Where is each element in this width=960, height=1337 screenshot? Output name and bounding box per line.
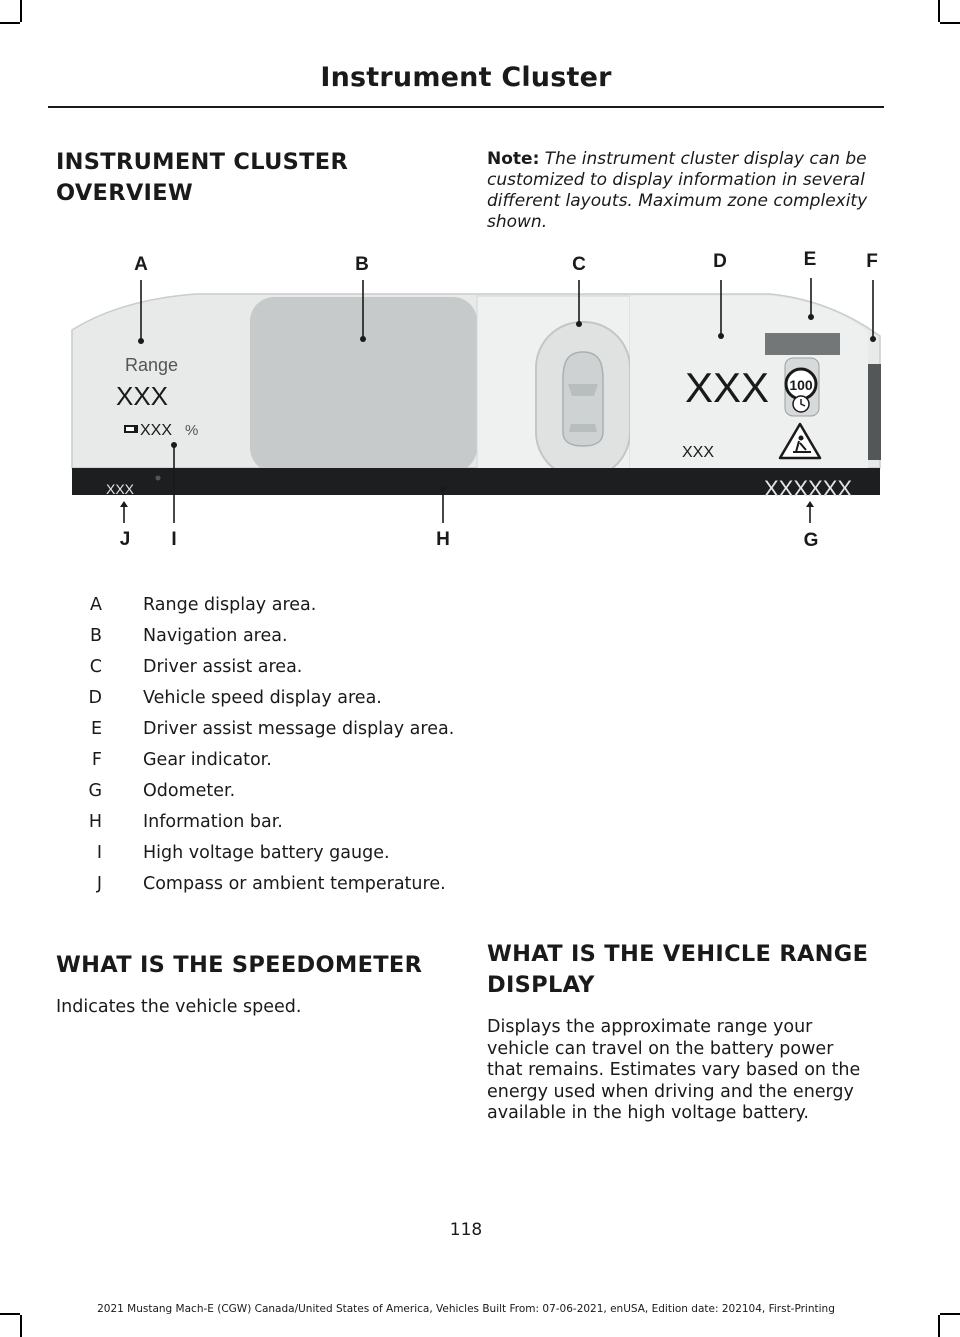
callout-f: F (866, 251, 878, 272)
vehicle-top-icon (563, 352, 603, 446)
legend-item (56, 657, 486, 688)
info-bar-dot (156, 476, 161, 481)
note-text: The instrument cluster display can be customized to display information in several different layouts. Maximum zone complexity shown. (487, 149, 868, 232)
legend-description: Compass or ambient temperature. (143, 874, 446, 894)
callout-d: D (713, 251, 727, 272)
callout-b: B (355, 254, 369, 275)
section-heading-vehicle-range-display (487, 939, 868, 1001)
compass-temperature-value: XXX (106, 481, 135, 497)
body-line: that remains. Estimates vary based on the (487, 1060, 861, 1080)
legend-item (56, 626, 486, 657)
legend-description: Gear indicator. (143, 750, 272, 770)
crop-mark (20, 1315, 22, 1337)
callout-g: G (803, 530, 819, 551)
body-line: available in the high voltage battery. (487, 1103, 809, 1123)
legend-item (56, 843, 486, 874)
gear-indicator-strip (868, 364, 881, 460)
crop-mark (938, 1315, 940, 1337)
legend-description: High voltage battery gauge. (143, 843, 390, 863)
heading-line: OVERVIEW (56, 180, 194, 206)
callout-e: E (803, 249, 817, 270)
legend-item (56, 688, 486, 719)
page-footer: 2021 Mustang Mach-E (CGW) Canada/United States of America, Vehicles Built From: 07-06-2021, enUSA, Edition date: 202104, First-Printing (97, 1303, 835, 1315)
heading-line: DISPLAY (487, 972, 595, 998)
range-value: XXX (116, 381, 169, 411)
legend-letter: D (88, 688, 102, 708)
legend-description: Navigation area. (143, 626, 288, 646)
heading-line: WHAT IS THE VEHICLE RANGE (487, 941, 869, 967)
note-label: Note: (487, 149, 540, 169)
legend-description: Vehicle speed display area. (143, 688, 382, 708)
battery-value: XXX (140, 422, 173, 439)
speedometer-description: Indicates the vehicle speed. (56, 997, 302, 1017)
page-header-title: Instrument Cluster (320, 62, 612, 93)
legend-item (56, 750, 486, 781)
legend-letter: G (88, 781, 102, 801)
legend-letter: H (88, 812, 102, 832)
legend-item (56, 595, 486, 626)
driver-assist-message-bar (765, 333, 840, 355)
body-line: Displays the approximate range your (487, 1017, 813, 1037)
information-bar (72, 468, 880, 495)
crop-mark (940, 1313, 960, 1315)
legend-description: Range display area. (143, 595, 317, 615)
instrument-cluster-figure (0, 0, 960, 560)
legend-letter: E (90, 719, 102, 739)
battery-icon (124, 425, 138, 433)
legend-letter: A (90, 595, 102, 615)
heading-line: INSTRUMENT CLUSTER (56, 149, 349, 175)
callout-a: A (134, 254, 148, 275)
legend-description: Driver assist area. (143, 657, 303, 677)
legend-item (56, 812, 486, 843)
callout-h: H (436, 529, 450, 550)
body-line: vehicle can travel on the battery power (487, 1038, 834, 1059)
legend-letter: F (91, 750, 102, 770)
legend-description: Odometer. (143, 781, 236, 801)
callout-i: I (171, 529, 177, 550)
figure-legend (56, 595, 486, 905)
speed-secondary-value: XXX (682, 444, 715, 461)
page-number: 118 (449, 1220, 483, 1240)
body-line: energy used when driving and the energy (487, 1081, 854, 1102)
legend-letter: B (89, 626, 102, 646)
callout-j: J (119, 529, 131, 550)
legend-item (56, 781, 486, 812)
legend-item (56, 719, 486, 750)
legend-letter: J (96, 874, 102, 894)
range-label: Range (125, 355, 179, 375)
speed-limit-sign (785, 358, 819, 416)
callout-c: C (572, 254, 586, 275)
section-heading-speedometer: WHAT IS THE SPEEDOMETER (56, 952, 423, 978)
legend-letter: C (89, 657, 102, 677)
legend-description: Information bar. (143, 812, 283, 832)
vehicle-range-description (487, 1017, 887, 1125)
legend-item (56, 874, 486, 905)
odometer-value: XXXXXX (764, 476, 853, 501)
speed-limit-value: 100 (789, 377, 813, 393)
vehicle-speed-value: XXX (685, 364, 770, 411)
battery-unit: % (185, 422, 199, 439)
legend-description: Driver assist message display area. (143, 719, 455, 739)
legend-letter: I (96, 843, 102, 863)
